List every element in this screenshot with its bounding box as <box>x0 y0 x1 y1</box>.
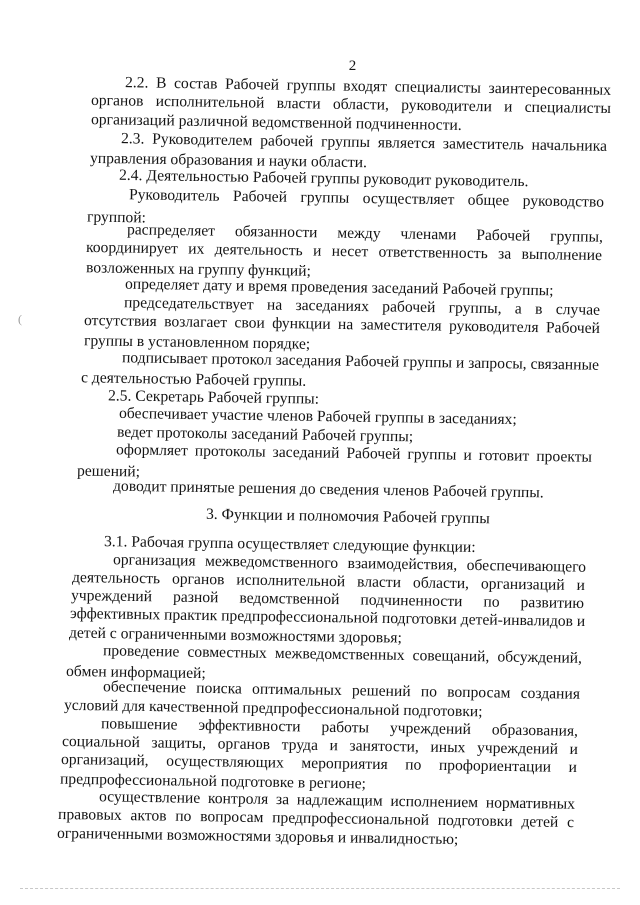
margin-mark: ( <box>18 312 22 326</box>
text-line: организация межведомственного взаимодействия, обеспечивающего <box>112 551 587 576</box>
text-line: Руководитель Рабочей группы осуществляет общее руководство <box>128 186 605 211</box>
text-line: правовых актов по вопросам предпрофессиональной подготовки детей с <box>57 805 575 832</box>
text-line: 2.5. Секретарь Рабочей группы: <box>107 387 320 408</box>
text-line: оформляет протоколы заседаний Рабочей группы и готовит проекты <box>115 441 593 466</box>
text-line: 3.1. Рабочая группа осуществляет следующие функции: <box>103 533 476 556</box>
text-line: решений; <box>76 462 141 481</box>
text-line: обмен информацией; <box>65 662 206 683</box>
section-heading: 3. Функции и полномочия Рабочей группы <box>205 505 490 528</box>
text-line: распределяет обязанности между членами Рабочей группы, <box>126 221 604 246</box>
text-line: обеспечивает участие членов Рабочей группы в заседаниях; <box>118 404 517 429</box>
text-line: подписывает протокол заседания Рабочей группы и запросы, связанные <box>121 349 600 374</box>
text-line: обеспечение поиска оптимальных решений по вопросам создания <box>102 678 581 703</box>
scan-edge-line <box>20 888 620 889</box>
text-line: осуществление контроля за надлежащим исполнением нормативных <box>98 788 576 813</box>
text-line: предпрофессиональной подготовке в регионе; <box>59 770 367 793</box>
text-line: организаций, осуществляющих мероприятия по профориентации и <box>60 750 578 777</box>
text-line: организаций различной ведомственной подчиненности. <box>90 111 462 134</box>
text-line: детей с ограниченными возможностями здоровья; <box>68 624 402 647</box>
text-line: управления образования и науки области. <box>89 149 368 172</box>
text-line: условий для качественной предпрофессиональной подготовки; <box>63 696 483 721</box>
text-line: председательствует на заседаниях рабочей группы, а в случае <box>123 294 601 319</box>
text-line: проведение совместных межведомственных совещаний, обсуждений, <box>102 642 583 667</box>
text-line: 2.4. Деятельностью Рабочей группы руководит руководитель. <box>118 166 529 191</box>
text-line: группы в установленном порядке; <box>83 332 311 353</box>
text-line: повышение эффективности работы учреждений образования, <box>100 715 579 740</box>
text-line: 2.2. В состав Рабочей группы входят специалисты заинтересованных <box>124 74 612 99</box>
text-line: ограниченными возможностями здоровья и инвалидностью; <box>56 824 459 849</box>
text-line: эффективных практик предпрофессиональной подготовки детей-инвалидов и <box>69 604 586 631</box>
text-line: группой: <box>86 208 147 227</box>
text-line: отсутствия возлагает свои функции на заместителя руководителя Рабочей <box>83 311 601 338</box>
text-line: ведет протоколы заседаний Рабочей группы; <box>116 423 414 446</box>
page-number: 2 <box>348 58 357 74</box>
text-line: деятельность органов исполнительной власти области, организаций и <box>71 568 586 595</box>
text-line: координирует их деятельность и несет ответственность за выполнение <box>85 238 603 265</box>
text-line: учреждений разной ведомственной подчиненности по развитию <box>70 586 585 613</box>
text-line: определяет дату и время проведения заседаний Рабочей группы; <box>124 275 554 300</box>
text-line: возложенных на группу функций; <box>85 259 312 280</box>
text-line: органов исполнительной власти области, руководители и специалисты <box>90 91 612 118</box>
text-line: социальной защиты, органов труда и занятости, иных учреждений и <box>61 732 579 759</box>
text-line: доводит принятые решения до сведения членов Рабочей группы. <box>112 477 544 502</box>
text-line: с деятельностью Рабочей группы. <box>80 369 307 390</box>
text-line: 2.3. Руководителем рабочей группы является заместитель начальника <box>120 130 608 155</box>
